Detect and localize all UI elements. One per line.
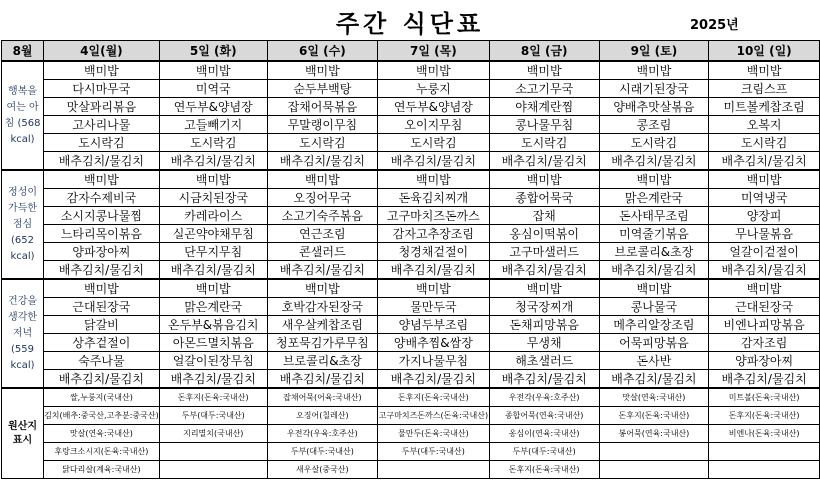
menu-item: 연두부&양념장 (377, 98, 489, 116)
menu-item: 도시락김 (267, 134, 377, 152)
day-header: 5일 (화) (159, 41, 267, 62)
origin-item (709, 461, 820, 479)
menu-item: 다시마무국 (44, 80, 160, 98)
day-header: 8일 (금) (489, 41, 599, 62)
meal-label: 정성이 가득한 점심 (652 kcal) (2, 170, 44, 279)
menu-item: 비엔나피망볶음 (709, 316, 820, 334)
menu-item: 백미밥 (159, 279, 267, 298)
menu-row (2, 316, 820, 334)
meal-label: 행복을 여는 아침 (568 kcal) (2, 61, 44, 170)
menu-item: 배추김치/물김치 (377, 261, 489, 280)
menu-item: 백미밥 (159, 170, 267, 189)
menu-item: 배추김치/물김치 (599, 261, 709, 280)
origin-item: 비엔나(돈육:국내산) (709, 425, 820, 443)
menu-item: 백미밥 (159, 61, 267, 80)
menu-item: 양장피 (709, 207, 820, 225)
menu-item: 백미밥 (489, 61, 599, 80)
menu-row (2, 134, 820, 152)
menu-item: 양파장아찌 (44, 243, 160, 261)
menu-item: 크림스프 (709, 80, 820, 98)
menu-item: 청국장찌개 (489, 298, 599, 316)
origin-item: 고구마치즈돈까스(돈육:국내산) (377, 407, 489, 425)
menu-item: 백미밥 (377, 61, 489, 80)
origin-item: 맛살(연육:국내산) (599, 388, 709, 407)
menu-item: 청경채겉절이 (377, 243, 489, 261)
menu-item: 야채계란찜 (489, 98, 599, 116)
weekly-menu-table (1, 40, 820, 479)
menu-item: 온두부&볶음김치 (159, 316, 267, 334)
menu-item: 청포묵김가루무침 (267, 334, 377, 352)
menu-item: 새우살케찹조림 (267, 316, 377, 334)
menu-item: 느타리목이볶음 (44, 225, 160, 243)
menu-item: 무나물볶음 (709, 225, 820, 243)
menu-item: 미역냉국 (709, 189, 820, 207)
origin-item: 옹심이(연육:국내산) (489, 425, 599, 443)
menu-item: 양파장아찌 (709, 352, 820, 370)
menu-item: 돈사반 (599, 352, 709, 370)
menu-item: 백미밥 (599, 279, 709, 298)
origin-item: 두부(대두:국내산) (159, 407, 267, 425)
menu-item: 미역줄기볶음 (599, 225, 709, 243)
menu-item: 백미밥 (267, 279, 377, 298)
menu-row (2, 261, 820, 280)
origin-row (2, 388, 820, 407)
menu-item: 소시지콩나물찜 (44, 207, 160, 225)
menu-item: 잡채어묵볶음 (267, 98, 377, 116)
menu-item: 배추김치/물김치 (44, 261, 160, 280)
menu-item: 배추김치/물김치 (709, 261, 820, 280)
origin-item: 지리멸치(국내산) (159, 425, 267, 443)
origin-item: 후랑크소시지(돈육:국내산) (44, 443, 160, 461)
origin-item: 쌀,누룽지(국내산) (44, 388, 160, 407)
menu-row (2, 80, 820, 98)
menu-row (2, 225, 820, 243)
menu-item: 미트볼케찹조림 (709, 98, 820, 116)
menu-item: 옹심이떡볶이 (489, 225, 599, 243)
menu-item: 오이지무침 (377, 116, 489, 134)
menu-item: 돈채피망볶음 (489, 316, 599, 334)
menu-item: 미역국 (159, 80, 267, 98)
origin-item: 돈후지(돈육:국내산) (489, 461, 599, 479)
menu-item: 백미밥 (267, 61, 377, 80)
menu-header (0, 0, 820, 40)
menu-item: 돈사태무조림 (599, 207, 709, 225)
origin-item: 돈후지(돈육:국내산) (159, 388, 267, 407)
menu-item: 브로콜리&초장 (599, 243, 709, 261)
menu-item: 백미밥 (599, 170, 709, 189)
menu-item: 카레라이스 (159, 207, 267, 225)
day-header: 7일 (목) (377, 41, 489, 62)
origin-row (2, 425, 820, 443)
menu-item: 닭갈비 (44, 316, 160, 334)
origin-item (159, 461, 267, 479)
origin-item (159, 443, 267, 461)
menu-item: 실곤약야채무침 (159, 225, 267, 243)
origin-item: 우전각(우육:호주산) (267, 425, 377, 443)
menu-item: 배추김치/물김치 (267, 152, 377, 171)
origin-item: 새우살(중국산) (267, 461, 377, 479)
menu-item: 소고기숙주볶음 (267, 207, 377, 225)
menu-item: 순두부백탕 (267, 80, 377, 98)
menu-item: 배추김치/물김치 (159, 261, 267, 280)
header-row (2, 41, 820, 62)
menu-item: 감자고추장조림 (377, 225, 489, 243)
menu-item: 도시락김 (599, 134, 709, 152)
day-header: 10일 (일) (709, 41, 820, 62)
menu-item: 근대된장국 (709, 298, 820, 316)
menu-item: 어묵피망볶음 (599, 334, 709, 352)
menu-item: 도시락김 (709, 134, 820, 152)
menu-item: 감자조림 (709, 334, 820, 352)
menu-row (2, 352, 820, 370)
menu-item: 무생채 (489, 334, 599, 352)
origin-item: 돈후지(돈육:국내산) (709, 407, 820, 425)
menu-item: 배추김치/물김치 (377, 370, 489, 389)
menu-item: 맛살꽈리볶음 (44, 98, 160, 116)
page-title: 주간 식단표 (335, 10, 485, 38)
day-header: 9일 (토) (599, 41, 709, 62)
menu-item: 배추김치/물김치 (159, 370, 267, 389)
menu-item: 백미밥 (44, 279, 160, 298)
menu-item: 고구마치즈돈까스 (377, 207, 489, 225)
origin-item: 잡채어묵(어육:국내산) (267, 388, 377, 407)
menu-item: 백미밥 (709, 279, 820, 298)
origin-item: 우전각(우육:호주산) (489, 388, 599, 407)
origin-item (377, 461, 489, 479)
menu-item: 배추김치/물김치 (709, 370, 820, 389)
menu-item: 돈육김치찌개 (377, 189, 489, 207)
menu-item: 콩나물국 (599, 298, 709, 316)
origin-item: 김치(배추:중국산,고추분:중국산) (44, 407, 160, 425)
menu-item: 근대된장국 (44, 298, 160, 316)
menu-row (2, 298, 820, 316)
menu-item: 브로콜리&초장 (267, 352, 377, 370)
menu-item: 연두부&양념장 (159, 98, 267, 116)
menu-item: 배추김치/물김치 (159, 152, 267, 171)
origin-item: 맛살(연육:국내산) (44, 425, 160, 443)
menu-item: 소고기무국 (489, 80, 599, 98)
menu-item: 백미밥 (377, 279, 489, 298)
menu-item: 고구마샐러드 (489, 243, 599, 261)
menu-item: 백미밥 (709, 170, 820, 189)
menu-item: 오복지 (709, 116, 820, 134)
menu-item: 오징어무국 (267, 189, 377, 207)
menu-item: 콩조림 (599, 116, 709, 134)
origin-item: 미트볼(돈육:국내산) (709, 388, 820, 407)
menu-item: 배추김치/물김치 (489, 152, 599, 171)
menu-item: 무말랭이무침 (267, 116, 377, 134)
menu-item: 백미밥 (267, 170, 377, 189)
menu-item: 배추김치/물김치 (489, 370, 599, 389)
menu-item: 도시락김 (377, 134, 489, 152)
menu-item: 아몬드멸치볶음 (159, 334, 267, 352)
menu-item: 호박감자된장국 (267, 298, 377, 316)
menu-row (2, 243, 820, 261)
origin-item: 두부(대두:국내산) (267, 443, 377, 461)
menu-item: 백미밥 (489, 279, 599, 298)
menu-item: 배추김치/물김치 (44, 370, 160, 389)
menu-item: 양배추맛살볶음 (599, 98, 709, 116)
menu-item: 맑은계란국 (599, 189, 709, 207)
menu-item: 양념두부조림 (377, 316, 489, 334)
menu-row (2, 170, 820, 189)
menu-item: 감자수제비국 (44, 189, 160, 207)
menu-row (2, 334, 820, 352)
menu-row (2, 370, 820, 389)
menu-row (2, 207, 820, 225)
origin-item: 돈후지(돈육:국내산) (599, 407, 709, 425)
menu-item: 연근조림 (267, 225, 377, 243)
menu-item: 배추김치/물김치 (489, 261, 599, 280)
origin-row (2, 461, 820, 479)
menu-row (2, 98, 820, 116)
menu-item: 숙주나물 (44, 352, 160, 370)
origin-item: 닭다리살(계육:국내산) (44, 461, 160, 479)
menu-item: 얼갈이겉절이 (709, 243, 820, 261)
menu-row (2, 61, 820, 80)
menu-item: 배추김치/물김치 (599, 152, 709, 171)
menu-item: 양배추찜&쌈장 (377, 334, 489, 352)
menu-item: 시래기된장국 (599, 80, 709, 98)
menu-item: 가지나물무침 (377, 352, 489, 370)
menu-item: 도시락김 (159, 134, 267, 152)
menu-item: 고사리나물 (44, 116, 160, 134)
origin-label: 원산지 표시 (2, 388, 44, 479)
day-header: 4일(월) (44, 41, 160, 62)
menu-item: 배추김치/물김치 (44, 152, 160, 171)
menu-item: 콩나물무침 (489, 116, 599, 134)
menu-item: 해초샐러드 (489, 352, 599, 370)
menu-item: 시금치된장국 (159, 189, 267, 207)
menu-item: 백미밥 (44, 170, 160, 189)
origin-item: 봉어묵(연육:국내산) (599, 425, 709, 443)
menu-item: 백미밥 (377, 170, 489, 189)
menu-item: 배추김치/물김치 (599, 370, 709, 389)
origin-item (599, 461, 709, 479)
origin-item: 물만두(돈육:국내산) (377, 425, 489, 443)
menu-item: 백미밥 (599, 61, 709, 80)
origin-item: 두부(대두:국내산) (377, 443, 489, 461)
menu-item: 백미밥 (489, 170, 599, 189)
menu-item: 단무지무침 (159, 243, 267, 261)
origin-item (709, 443, 820, 461)
menu-item: 메추리알장조림 (599, 316, 709, 334)
menu-row (2, 189, 820, 207)
menu-item: 배추김치/물김치 (267, 261, 377, 280)
menu-item: 콘샐러드 (267, 243, 377, 261)
menu-item: 물만두국 (377, 298, 489, 316)
menu-item: 배추김치/물김치 (377, 152, 489, 171)
menu-row (2, 116, 820, 134)
year-label: 2025년 (690, 18, 739, 33)
origin-item: 돈후지(돈육:국내산) (377, 388, 489, 407)
origin-item: 종합어묵(연육:국내산) (489, 407, 599, 425)
month-header: 8월 (2, 41, 44, 62)
menu-item: 배추김치/물김치 (709, 152, 820, 171)
origin-item: 두부(대두:국내산) (489, 443, 599, 461)
menu-item: 백미밥 (709, 61, 820, 80)
origin-item: 오징어(칠레산) (267, 407, 377, 425)
meal-label: 건강을 생각한 저녁 (559 kcal) (2, 279, 44, 388)
menu-item: 얼갈이된장무침 (159, 352, 267, 370)
menu-item: 잡채 (489, 207, 599, 225)
day-header: 6일 (수) (267, 41, 377, 62)
menu-item: 백미밥 (44, 61, 160, 80)
menu-item: 맑은계란국 (159, 298, 267, 316)
menu-item: 도시락김 (44, 134, 160, 152)
menu-item: 도시락김 (489, 134, 599, 152)
menu-row (2, 152, 820, 171)
origin-item (599, 443, 709, 461)
menu-item: 고들빼기지 (159, 116, 267, 134)
origin-row (2, 407, 820, 425)
menu-item: 상추겉절이 (44, 334, 160, 352)
menu-item: 종합어묵국 (489, 189, 599, 207)
menu-item: 배추김치/물김치 (267, 370, 377, 389)
menu-item: 누룽지 (377, 80, 489, 98)
menu-row (2, 279, 820, 298)
origin-row (2, 443, 820, 461)
